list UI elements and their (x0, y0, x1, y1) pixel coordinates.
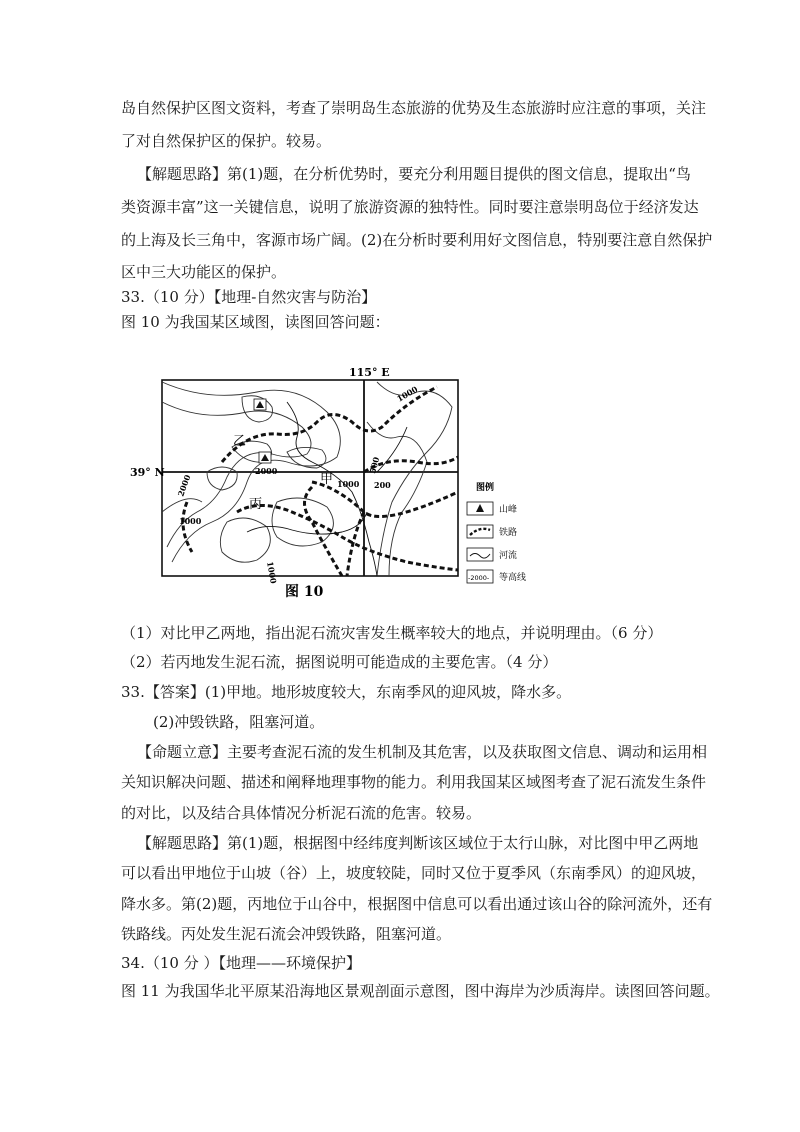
text-line: 类资源丰富”这一关键信息，说明了旅游资源的独特性。同时要注意崇明岛位于经济发达 (121, 198, 699, 216)
figure-10-map (127, 362, 547, 602)
question-item: （1）对比甲乙两地，指出泥石流灾害发生概率较大的地点，并说明理由。（6 分） (121, 624, 663, 642)
text-line: 的上海及长三角中，客源市场广阔。(2)在分析时要利用好文图信息，特别要注意自然保护 (121, 231, 713, 249)
contour-label: 2000 (175, 473, 193, 498)
longitude-label: 115° E (349, 366, 390, 379)
contour-sample: -2000- (468, 574, 490, 582)
text-line: 了对自然保护区的保护。较易。 (121, 132, 332, 150)
place-bing: 丙 (249, 497, 263, 512)
figure-caption: 图 10 (285, 584, 324, 600)
question-heading: 34.（10 分 ）【地理——环境保护】 (121, 954, 361, 972)
contour-label: 200 (374, 480, 391, 490)
text-line: 降水多。第(2)题，丙地位于山谷中，根据图中信息可以看出通过该山谷的除河流外，还有 (121, 895, 713, 913)
text-line: 区中三大功能区的保护。 (121, 263, 287, 281)
contour-label: 1000 (179, 516, 202, 526)
question-intro: 图 10 为我国某区域图，读图回答问题： (121, 313, 390, 331)
question-heading: 33.（10 分）【地理-自然灾害与防治】 (121, 288, 377, 306)
text-line: 【命题立意】主要考查泥石流的发生机制及其危害，以及获取图文信息、调动和运用相 (137, 743, 708, 761)
river-icon (467, 548, 493, 561)
contour-label: 500 (367, 455, 382, 475)
peak-icon (254, 399, 266, 410)
latitude-label: 39° N (130, 466, 165, 479)
railway-icon (467, 525, 493, 538)
contour-label: 1000 (395, 383, 420, 404)
question-item: （2）若丙地发生泥石流，据图说明可能造成的主要危害。（4 分） (121, 653, 558, 671)
text-line: 的对比，以及结合具体情况分析泥石流的危害。较易。 (121, 804, 482, 822)
peak-icon (259, 452, 271, 463)
answer-line: (2)冲毁铁路，阻塞河道。 (153, 713, 325, 731)
map-frame (162, 380, 458, 576)
text-line: 岛自然保护区图文资料，考查了崇明岛生态旅游的优势及生态旅游时应注意的事项，关注 (121, 99, 707, 117)
place-jia: 甲 (320, 472, 334, 487)
map-legend (467, 481, 526, 583)
question-intro: 图 11 为我国华北平原某沿海地区景观剖面示意图，图中海岸为沙质海岸。读图回答问题。 (121, 982, 720, 1000)
text-line: 【解题思路】第(1)题，根据图中经纬度判断该区域位于太行山脉，对比图中甲乙两地 (137, 834, 699, 852)
answer-line: 33.【答案】(1)甲地。地形坡度较大，东南季风的迎风坡，降水多。 (121, 683, 572, 701)
legend-label: 河流 (499, 551, 518, 561)
contour-label: 1000 (337, 479, 360, 489)
text-line: 可以看出甲地位于山坡（谷）上，坡度较陡，同时又位于夏季风（东南季风）的迎风坡， (121, 864, 707, 882)
contour-label: 1000 (265, 560, 279, 585)
legend-label: 铁路 (499, 528, 518, 538)
text-line: 关知识解决问题、描述和阐释地理事物的能力。利用我国某区域图考查了泥石流发生条件 (121, 773, 707, 791)
text-line: 铁路线。丙处发生泥石流会冲毁铁路，阻塞河道。 (121, 925, 452, 943)
legend-label: 等高线 (499, 573, 527, 583)
peak-icon (467, 502, 493, 515)
contour-label: 2000 (255, 466, 278, 476)
text-line: 【解题思路】第(1)题，在分析优势时，要充分利用题目提供的图文信息，提取出“鸟 (137, 165, 691, 183)
place-yi: 乙 (233, 434, 247, 449)
legend-label: 山峰 (499, 505, 518, 515)
contour-icon (467, 570, 493, 583)
legend-title: 图例 (476, 483, 495, 493)
